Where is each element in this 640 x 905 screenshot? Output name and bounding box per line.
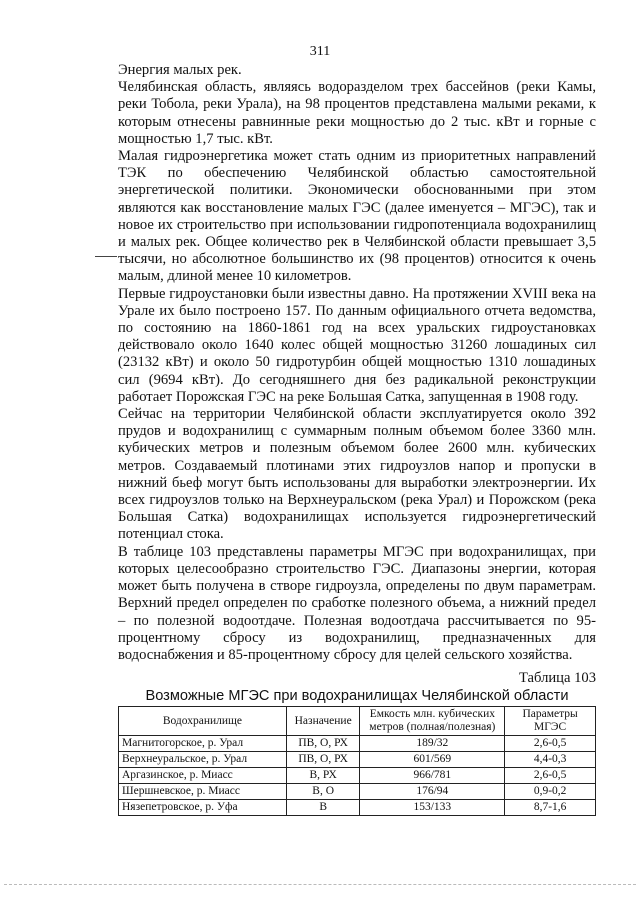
table-cell: В, РХ xyxy=(286,768,360,784)
table-cell: 0,9-0,2 xyxy=(505,784,596,800)
reservoir-table xyxy=(118,706,596,816)
margin-mark xyxy=(95,256,117,257)
paragraph: В таблице 103 представлены параметры МГЭС при водохранилищах, при которых целесообразно строительство ГЭС. Диапазоны энергии, которая может быть получена в створе гидроузла, определены по двум параметрам. Верхний предел определен по сработке полезного объема, а нижний предел – по полезной водоотдаче. Полезная водоотдача рассчитывается по 95-процентному сбросу из водохранилищ, предназначенных для водоснабжения и 85-процентному сбросу для целей сельского хозяйства. xyxy=(118,543,596,663)
table-caption: Таблица 103 xyxy=(518,670,596,686)
body-text xyxy=(118,62,596,664)
table-cell: 2,6-0,5 xyxy=(505,736,596,752)
table-row xyxy=(119,768,596,784)
table-cell: Аргазинское, р. Миасс xyxy=(119,768,287,784)
table-cell: Верхнеуральское, р. Урал xyxy=(119,752,287,768)
column-header: Водохранилище xyxy=(119,707,287,736)
paragraph: Малая гидроэнергетика может стать одним из приоритетных направлений ТЭК по обеспечению Челябинской областью самостоятельной энергетической политики. Экономически обоснованными при этом являются как восстановление малых ГЭС (далее именуется – МГЭС), так и новое их строительство при использовании гидропотенциала водохранилищ и малых рек. Общее количество рек в Челябинской области превышает 3,5 тысячи, но абсолютное большинство их (98 процентов) относится к очень малым, длиной менее 10 километров. xyxy=(118,148,596,285)
table-cell: 153/133 xyxy=(360,800,505,816)
table-cell: Нязепетровское, р. Уфа xyxy=(119,800,287,816)
table-cell: 601/569 xyxy=(360,752,505,768)
table-cell: ПВ, О, РХ xyxy=(286,752,360,768)
column-header: Параметры МГЭС xyxy=(505,707,596,736)
table-cell: 966/781 xyxy=(360,768,505,784)
paragraph: Сейчас на территории Челябинской области эксплуатируется около 392 прудов и водохранилищ с суммарным полным объемом более 3360 млн. кубических метров и полезным объемом более 2600 млн. кубических метров. Создаваемый плотинами этих гидроузлов напор и пропуски в нижний бьеф могут быть использованы для выработки электроэнергии. Их всех гидроузлов только на Верхнеуральском (река Урал) и Порожском (река Большая Сатка) водохранилищах используется гидроэнергетический потенциал стока. xyxy=(118,406,596,543)
table-cell: 4,4-0,3 xyxy=(505,752,596,768)
table-cell: 189/32 xyxy=(360,736,505,752)
table-cell: В xyxy=(286,800,360,816)
table-cell: 8,7-1,6 xyxy=(505,800,596,816)
table-cell: 176/94 xyxy=(360,784,505,800)
table-row xyxy=(119,752,596,768)
table-row xyxy=(119,784,596,800)
table-row xyxy=(119,736,596,752)
table-cell: Магнитогорское, р. Урал xyxy=(119,736,287,752)
column-header: Назначение xyxy=(286,707,360,736)
column-header: Емкость млн. кубических метров (полная/полезная) xyxy=(360,707,505,736)
paragraph-heading: Энергия малых рек. xyxy=(118,62,242,78)
table-header-row xyxy=(119,707,596,736)
paragraph: Первые гидроустановки были известны давно. На протяжении XVIII века на Урале их было построено 157. По данным официального отчета ведомства, по состоянию на 1860-1861 год на всех уральских гидроустановках действовало около 1640 колес общей мощностью 31260 лошадиных сил (23132 кВт) и около 50 гидротурбин общей мощностью 1310 лошадиных сил (9694 кВт). До сегодняшнего дня без радикальной реконструкции работает Порожская ГЭС на реке Большая Сатка, запущенная в 1908 году. xyxy=(118,285,596,405)
table-cell: В, О xyxy=(286,784,360,800)
table-cell: Шершневское, р. Миасс xyxy=(119,784,287,800)
table-title: Возможные МГЭС при водохранилищах Челябинской области xyxy=(145,688,569,704)
paragraph: Челябинская область, являясь водоразделом трех бассейнов (реки Камы, реки Тобола, реки Урала), на 98 процентов представлена малыми реками, к которым отнесены равнинные реки мощностью до 2 тыс. кВт и горные с мощностью 1,7 тыс. кВт. xyxy=(118,79,596,147)
table-row xyxy=(119,800,596,816)
table-cell: ПВ, О, РХ xyxy=(286,736,360,752)
bottom-separator xyxy=(4,884,636,885)
table-cell: 2,6-0,5 xyxy=(505,768,596,784)
page-number: 311 xyxy=(309,44,331,59)
